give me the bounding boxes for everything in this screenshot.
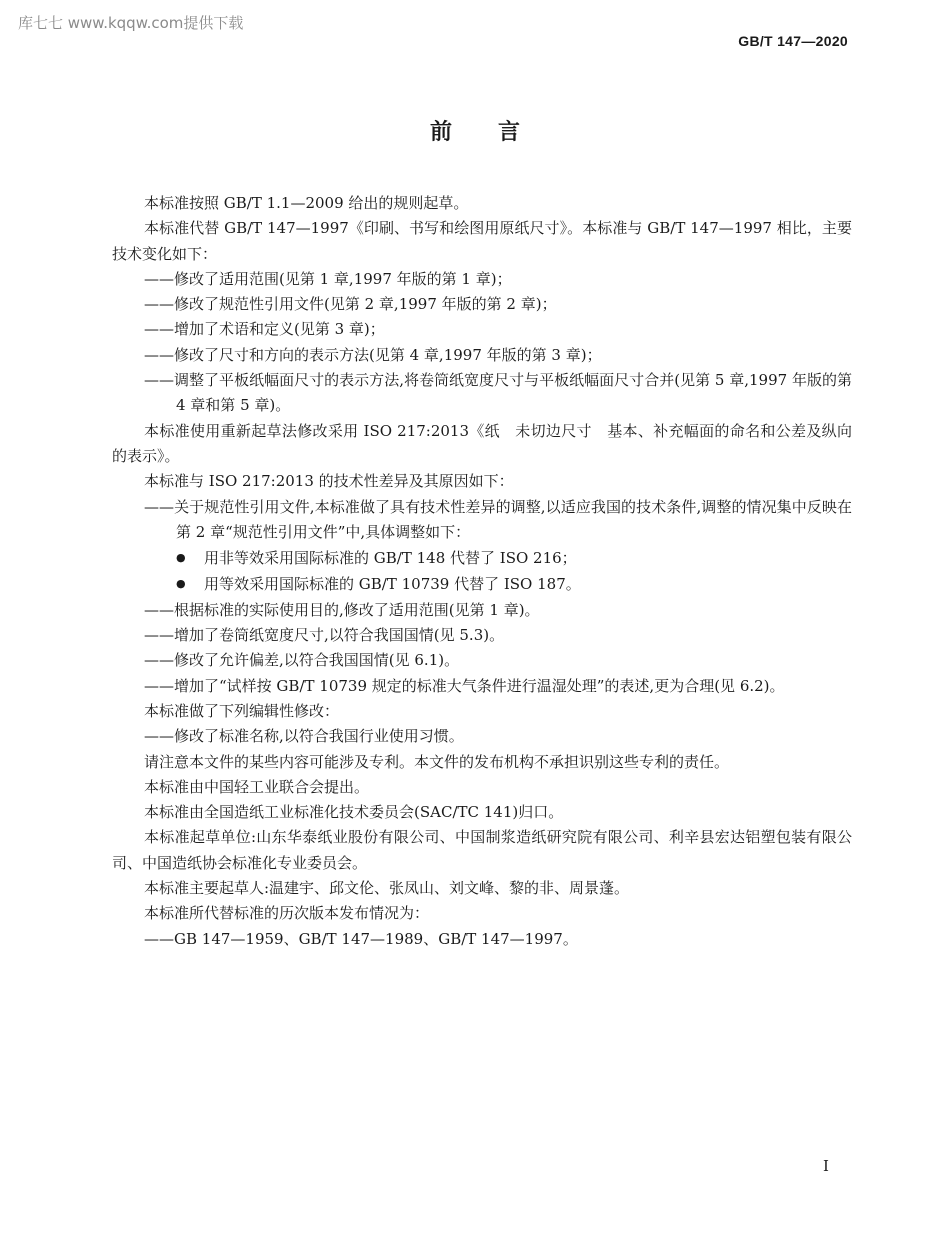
dash-list-item bbox=[112, 495, 852, 546]
paragraph bbox=[112, 800, 852, 825]
dash-list-item bbox=[112, 623, 852, 648]
paragraph bbox=[112, 216, 852, 267]
paragraph bbox=[112, 876, 852, 901]
dash-list-item bbox=[112, 368, 852, 419]
paragraph-text: 本标准与 ISO 217:2013 的技术性差异及其原因如下： bbox=[144, 472, 514, 491]
bullet-dot-icon: ● bbox=[176, 551, 186, 565]
paragraph-text: ——修改了规范性引用文件(见第 2 章,1997 年版的第 2 章)； bbox=[144, 295, 557, 314]
paragraph bbox=[112, 901, 852, 926]
paragraph-text: ——增加了“试样按 GB/T 10739 规定的标准大气条件进行温湿处理”的表述,更为合理(见 6.2)。 bbox=[144, 676, 785, 695]
bullet-item bbox=[112, 545, 852, 571]
paragraph-text: ——增加了术语和定义(见第 3 章)； bbox=[144, 320, 385, 339]
dash-list-item bbox=[112, 598, 852, 623]
paragraph-text: ——修改了适用范围(见第 1 章,1997 年版的第 1 章)； bbox=[144, 269, 512, 288]
watermark: 库七七 www.kqqw.com提供下载 bbox=[18, 14, 244, 32]
paragraph-text: 请注意本文件的某些内容可能涉及专利。本文件的发布机构不承担识别这些专利的责任。 bbox=[144, 752, 730, 771]
paragraph bbox=[112, 191, 852, 216]
dash-list-item bbox=[112, 724, 852, 749]
page-title: 前言 bbox=[429, 120, 566, 145]
paragraph-text: ——修改了标准名称,以符合我国行业使用习惯。 bbox=[144, 727, 464, 746]
paragraph bbox=[112, 469, 852, 494]
paragraph-text: 本标准使用重新起草法修改采用 ISO 217:2013《纸 未切边尺寸 基本、补充幅面的命名和公差及纵向的表示》。 bbox=[112, 421, 852, 465]
paragraph bbox=[112, 699, 852, 724]
dash-list-item bbox=[112, 317, 852, 342]
dash-list-item bbox=[112, 267, 852, 292]
paragraph-text: 本标准所代替标准的历次版本发布情况为： bbox=[144, 904, 430, 923]
paragraph-text: 本标准按照 GB/T 1.1—2009 给出的规则起草。 bbox=[144, 194, 469, 212]
paragraph-text: ——GB 147—1959、GB/T 147—1989、GB/T 147—1997。 bbox=[144, 929, 578, 948]
paragraph bbox=[112, 750, 852, 775]
dash-list-item bbox=[112, 648, 852, 673]
paragraph-text: ——关于规范性引用文件,本标准做了具有技术性差异的调整,以适应我国的技术条件,调整的情况集中反映在第 2 章“规范性引用文件”中,具体调整如下： bbox=[144, 497, 852, 541]
paragraph-text: ——修改了尺寸和方向的表示方法(见第 4 章,1997 年版的第 3 章)； bbox=[144, 345, 602, 364]
paragraph-text: 本标准代替 GB/T 147—1997《印刷、书写和绘图用原纸尺寸》。本标准与 GB/T 147—1997 相比，主要技术变化如下： bbox=[112, 219, 852, 263]
paragraph-text: 本标准由全国造纸工业标准化技术委员会(SAC/TC 141)归口。 bbox=[144, 803, 564, 822]
paragraph-text: 本标准主要起草人:温建宇、邱文伦、张凤山、刘文峰、黎的非、周景蓬。 bbox=[144, 879, 630, 898]
dash-list-item bbox=[112, 927, 852, 952]
dash-list-item bbox=[112, 343, 852, 368]
paragraph-text: ——调整了平板纸幅面尺寸的表示方法,将卷筒纸宽度尺寸与平板纸幅面尺寸合并(见第 5 章,1997 年版的第 4 章和第 5 章)。 bbox=[144, 371, 852, 415]
bullet-dot-icon: ● bbox=[176, 577, 186, 591]
paragraph-text: 用非等效采用国际标准的 GB/T 148 代替了 ISO 216； bbox=[204, 549, 577, 568]
paragraph-text: 用等效采用国际标准的 GB/T 10739 代替了 ISO 187。 bbox=[204, 575, 581, 594]
dash-list-item bbox=[112, 292, 852, 317]
standard-code: GB/T 147—2020 bbox=[738, 33, 848, 49]
page-number: I bbox=[823, 1157, 829, 1175]
bullet-item bbox=[112, 571, 852, 597]
paragraph-text: 本标准起草单位:山东华泰纸业股份有限公司、中国制浆造纸研究院有限公司、利辛县宏达铝塑包装有限公司、中国造纸协会标准化专业委员会。 bbox=[112, 828, 852, 872]
dash-list-item bbox=[112, 674, 852, 699]
paragraph-text: 本标准由中国轻工业联合会提出。 bbox=[144, 777, 370, 796]
paragraph bbox=[112, 419, 852, 470]
foreword-body bbox=[112, 191, 852, 952]
paragraph-text: ——修改了允许偏差,以符合我国国情(见 6.1)。 bbox=[144, 651, 460, 670]
paragraph bbox=[112, 775, 852, 800]
paragraph-text: ——根据标准的实际使用目的,修改了适用范围(见第 1 章)。 bbox=[144, 600, 540, 619]
paragraph-text: ——增加了卷筒纸宽度尺寸,以符合我国国情(见 5.3)。 bbox=[144, 626, 505, 645]
paragraph bbox=[112, 825, 852, 876]
paragraph-text: 本标准做了下列编辑性修改： bbox=[144, 701, 340, 720]
